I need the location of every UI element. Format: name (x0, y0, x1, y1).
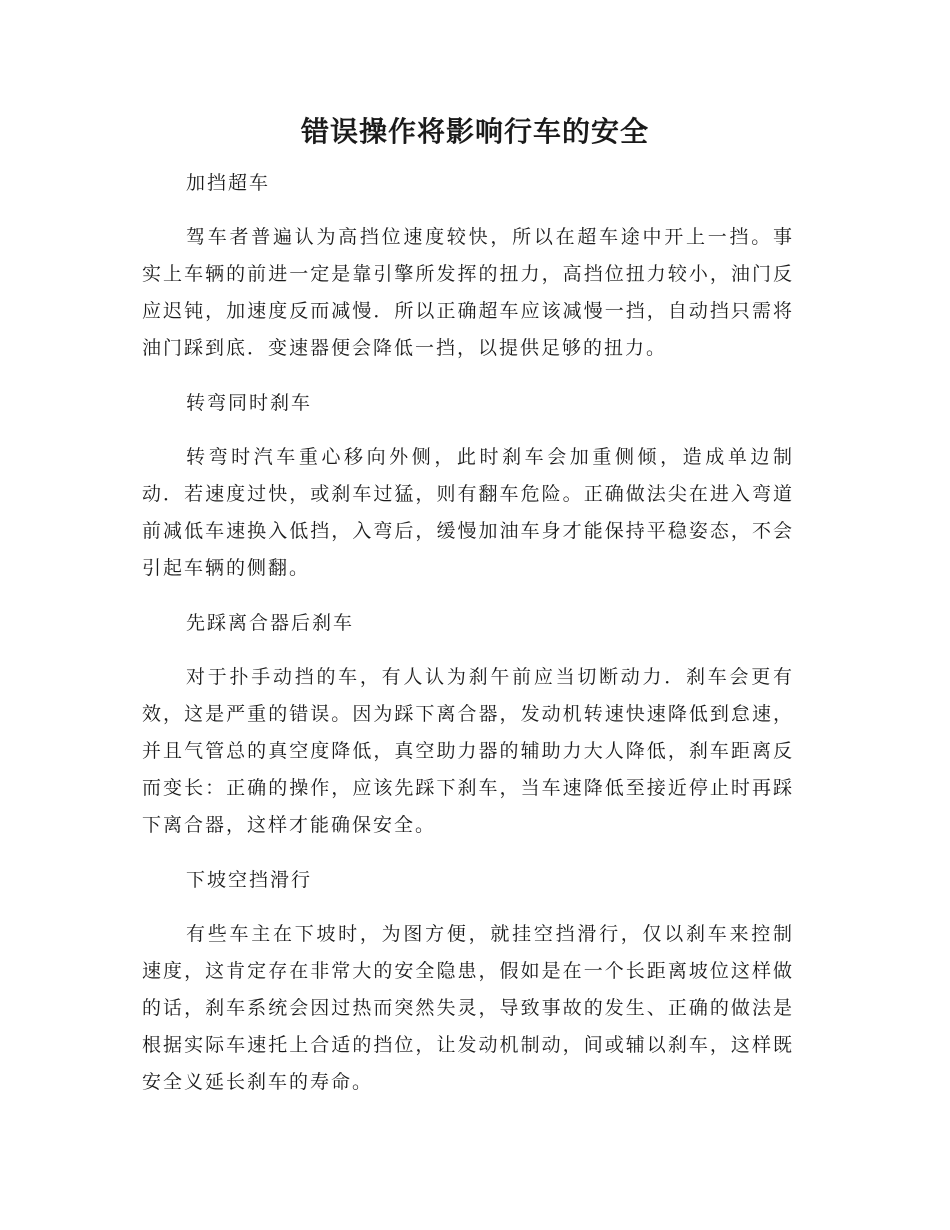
section-paragraph-overtaking: 驾车者普遍认为高挡位速度较快，所以在超车途中开上一挡。事实上车辆的前进一定是靠引擎所发挥的扭力，高挡位扭力较小，油门反应迟钝，加速度反而减慢．所以正确超车应该减慢一挡，自动挡只需将油门踩到底．变速器便会降低一挡，以提供足够的扭力。 (142, 226, 794, 359)
section-heading-overtaking: 加挡超车 (186, 172, 271, 194)
section-heading-clutch-before-brake: 先踩离合器后刹车 (186, 612, 355, 634)
section-paragraph-turning-braking: 转弯时汽车重心移向外侧，此时刹车会加重侧倾，造成单边制动．若速度过快，或刹车过猛，则有翻车危险。正确做法尖在进入弯道前减低车速换入低挡，入弯后，缓慢加油车身才能保持平稳姿态，不会引起车辆的侧翻。 (142, 446, 794, 579)
section-paragraph-neutral-coasting: 有些车主在下坡时，为图方便，就挂空挡滑行，仅以刹车来控制速度，这肯定存在非常大的安全隐患，假如是在一个长距离坡位这样做的话，刹车系统会因过热而突然失灵，导致事故的发生、正确的做法是根据实际车速托上合适的挡位，让发动机制动，间或辅以刹车，这样既安全义延长刹车的寿命。 (142, 923, 794, 1093)
section-paragraph-clutch-before-brake: 对于扑手动挡的车，有人认为刹午前应当切断动力．刹车会更有效，这是严重的错误。因为踩下离合器，发动机转速快速降低到怠速，并且气管总的真空度降低，真空助力器的辅助力大人降低，刹车距离反而变长：正确的操作，应该先踩下刹车，当车速降低至接近停止时再踩下离合器，这样才能确保安全。 (142, 666, 794, 836)
document-body (142, 165, 794, 1119)
section-heading-turning-braking: 转弯同时刹车 (186, 392, 313, 414)
section-heading-neutral-coasting: 下坡空挡滑行 (186, 869, 313, 891)
document-title: 错误操作将影响行车的安全 (300, 115, 649, 148)
